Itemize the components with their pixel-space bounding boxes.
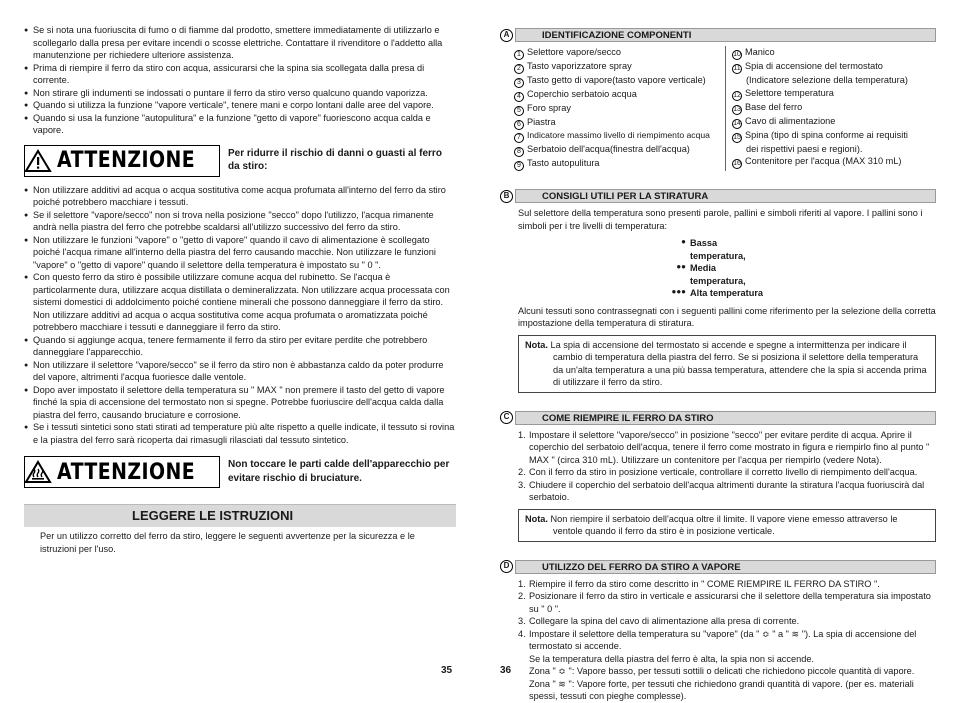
- list-item: 3. Collegare la spina del cavo di alimentazione alla presa di corrente.: [518, 616, 800, 627]
- section-a-header: [500, 28, 936, 42]
- list-item: ● Non utilizzare il selettore "vapore/secco" se il ferro da stiro non è abbastanza caldo da poter produrre del vapore, altrimenti l'acqua fuoriesce dalle ventole.: [24, 359, 456, 384]
- section-title: UTILIZZO DEL FERRO DA STIRO A VAPORE: [515, 560, 936, 574]
- list-item: ● Se si nota una fuoriuscita di fumo o di fiamme dal prodotto, smettere immediatamente di utilizzarlo e scollegarlo dalla presa per evitare incendi o scosse elettriche. Contattare il rivenditore o l'addetto alla manutenzione per richiedere ulteriore assistenza.: [24, 24, 456, 62]
- component-item: 9 Tasto autopulitura: [514, 157, 721, 171]
- note-text: La spia di accensione del termostato si accende e spegne a intermittenza per indicare il cambio di temperatura della piastra del ferro. Se si posiziona il selettore della temperatura da un'alta temperatura a una più bassa temperatura, attendere che la spia si accenda prima di utilizzare il ferro da stiro.: [550, 339, 927, 388]
- note-text: Non riempire il serbatoio dell'acqua oltre il limite. Il vapore viene emesso attraverso le ventole quando il ferro da stiro è in posizione verticale.: [550, 513, 898, 537]
- section-d-header: [500, 560, 936, 574]
- list-item: ● Prima di riempire il ferro da stiro con acqua, assicurarsi che la spina sia scollegata dalla presa di corrente.: [24, 62, 456, 87]
- note-label: Nota.: [525, 339, 548, 350]
- list-item: ● Con questo ferro da stiro è possibile utilizzare comune acqua del rubinetto. Se l'acqua è particolarmente dura, utilizzare acqua distillata o demineralizzata. Non utilizzare acqua processata con sistemi domestici di addolcimento poiché contiene minerali che possono danneggiare il ferro da stiro. Non utilizzare additivi ad acqua o acqua sostitutiva come acqua profumata o aromatizzata poiché potrebbero macchiare i tessuti e danneggiare il ferro da stiro.: [24, 271, 456, 334]
- component-item: 1 Selettore vapore/secco: [514, 46, 721, 60]
- left-page: [24, 24, 456, 555]
- list-item: ● Quando si usa la funzione "autopulitura" e la funzione "getto di vapore" fuoriescono acqua calda e vapore.: [24, 112, 456, 137]
- fill-steps: [500, 429, 936, 504]
- list-item: Zona " ≋ ": Vapore forte, per tessuti che richiedono grandi quantità di vapore. (per es. materiali spessi, tessuti con pieghe complesse).: [529, 678, 914, 702]
- hot-surface-icon: [25, 460, 51, 484]
- component-item: 3 Tasto getto di vapore(tasto vapore verticale): [514, 74, 721, 88]
- temperature-level: ●●● Alta temperatura: [671, 287, 764, 299]
- attenzione-badge: [24, 145, 220, 177]
- warning-text: Non toccare le parti calde dell'apparecchio per evitare rischio di bruciature.: [228, 459, 450, 484]
- section-c-header: [500, 411, 936, 425]
- list-item: 1. Impostare il selettore "vapore/secco" in posizione "secco" per evitare perdite di acqua. Aprire il coperchio del serbatoio dell'acqua, tenere il ferro come mostrato in figura e riempirlo fino al punto " MAX " (circa 310 mL). Utilizzare un contenitore per l'acqua per riempirlo (vedere Nota).: [518, 429, 930, 465]
- list-item: 2. Posizionare il ferro da stiro in verticale e assicurarsi che il selettore della temperatura sia impostato su " 0 ".: [518, 591, 931, 614]
- section-title: COME RIEMPIRE IL FERRO DA STIRO: [515, 411, 936, 425]
- bullet-list-middle: [24, 184, 456, 447]
- components-col-1: [514, 46, 726, 171]
- component-item: 7 Indicatore massimo livello di riempimento acqua: [514, 130, 721, 143]
- section-letter: C: [500, 411, 513, 424]
- note-label: Nota.: [525, 513, 548, 524]
- component-item: 14 Cavo di alimentazione: [733, 115, 836, 127]
- note-box: [518, 335, 936, 393]
- list-item: ● Non stirare gli indumenti se indossati o puntare il ferro da stiro verso qualcuno quando vaporizza.: [24, 87, 456, 100]
- section-letter: D: [500, 560, 513, 573]
- list-item: Zona " ≎ ": Vapore basso, per tessuti sottili o delicati che richiedono piccole quantità di vapore.: [529, 666, 915, 677]
- section-b-intro: Sul selettore della temperatura sono presenti parole, pallini e simboli riferiti al vapore. I pallini sono i simboli per i tre livelli di temperatura:: [518, 208, 923, 231]
- page-number-left: 35: [441, 665, 453, 676]
- list-item: ● Non utilizzare le funzioni "vapore" o "getto di vapore" quando il cavo di alimentazione è scollegato poiché l'acqua rimane all'interno della piastra del ferro causando macchie. Non utilizzare le funzioni "vapore" o "getto di vapore" quando il selettore della temperatura è impostato su " 0 ".: [24, 234, 456, 272]
- component-item: 5 Foro spray: [514, 102, 721, 116]
- section-title: IDENTIFICAZIONE COMPONENTI: [515, 28, 936, 42]
- read-instructions-text: Per un utilizzo corretto del ferro da stiro, leggere le seguenti avvertenze per la sicurezza e le istruzioni per l'uso.: [40, 531, 415, 554]
- component-item: 10 Manico: [733, 47, 775, 58]
- steam-steps: [500, 578, 936, 703]
- list-item: 2. Con il ferro da stiro in posizione verticale, controllare il corretto livello di riempimento dell'acqua.: [518, 467, 918, 478]
- list-item: Se la temperatura della piastra del ferro è alta, la spia non si accende.: [529, 653, 814, 664]
- list-item: 1. Riempire il ferro da stiro come descritto in " COME RIEMPIRE IL FERRO DA STIRO ".: [518, 578, 880, 589]
- list-item: 4. Impostare il selettore della temperatura su "vapore" (da " ≎ " a " ≋ "). La spia di accensione del termostato si accende.: [518, 628, 917, 652]
- list-item: ● Se il selettore "vapore/secco" non si trova nella posizione "secco" dopo l'utilizzo, l'acqua rimanente andrà nella piastra del ferro che potrebbe scaldarsi all'utilizzo successivo del ferro da stiro.: [24, 209, 456, 234]
- component-item: 11 Spia di accensione del termostato: [733, 61, 883, 72]
- warning-triangle-icon: [25, 149, 51, 173]
- components-list: [500, 46, 936, 171]
- list-item: 3. Chiudere il coperchio del serbatoio dell'acqua altrimenti durante la stiratura l'acqua fuoriuscirà dal serbatoio.: [518, 479, 925, 503]
- list-item: ● Quando si utilizza la funzione "vapore verticale", tenere mani e corpo lontani dalle aree del vapore.: [24, 99, 456, 112]
- read-instructions-header: LEGGERE LE ISTRUZIONI: [24, 504, 456, 527]
- temperature-level: ●● Media temperatura,: [676, 262, 746, 286]
- attenzione-label: ATTENZIONE: [57, 459, 196, 485]
- warning-block-hot: [24, 456, 456, 488]
- list-item: ● Quando si aggiunge acqua, tenere fermamente il ferro da stiro per evitare perdite che potrebbero danneggiare l'apparecchio.: [24, 334, 456, 359]
- warning-block-damage: [24, 145, 456, 177]
- note-box: [518, 509, 936, 542]
- list-item: ● Se i tessuti sintetici sono stati stirati ad temperature più alte rispetto a quelle indicate, il tessuto si rovina e la piastra del ferro sarà ricoperta dai rimasugli rilasciati dal tessuto sintetico.: [24, 421, 456, 446]
- component-item-sub: dei rispettivi paesi e regioni).: [746, 143, 863, 154]
- section-letter: B: [500, 190, 513, 203]
- section-title: CONSIGLI UTILI PER LA STIRATURA: [515, 189, 936, 203]
- component-item: 12 Selettore temperatura: [733, 87, 834, 99]
- temperature-levels: [500, 237, 936, 300]
- component-item: 2 Tasto vaporizzatore spray: [514, 60, 721, 74]
- component-item: 6 Piastra: [514, 116, 721, 130]
- component-item-sub: (Indicatore selezione della temperatura): [746, 75, 908, 85]
- component-item: 8 Serbatoio dell'acqua(finestra dell'acqua): [514, 143, 721, 157]
- bullet-list-top: [24, 24, 456, 137]
- component-item: 15 Spina (tipo di spina conforme ai requisiti: [733, 129, 908, 141]
- right-page: [500, 28, 936, 703]
- section-letter: A: [500, 29, 513, 42]
- component-item: 4 Coperchio serbatoio acqua: [514, 88, 721, 102]
- component-item: 13 Base del ferro: [733, 101, 803, 113]
- section-b-after: Alcuni tessuti sono contrassegnati con i seguenti pallini come riferimento per la selezione della corretta impostazione della temperatura di stiratura.: [518, 305, 936, 329]
- components-col-2: [726, 46, 936, 171]
- list-item: ● Dopo aver impostato il selettore della temperatura su " MAX " non premere il tasto del getto di vapore finché la spia di accensione del termostato non si spegne. Potrebbe fuoriuscire dell'acqua calda dalla piastra del ferro, causando bruciature e corrosione.: [24, 384, 456, 422]
- attenzione-label: ATTENZIONE: [57, 147, 196, 173]
- list-item: ● Non utilizzare additivi ad acqua o acqua sostitutiva come acqua profumata all'interno del ferro da stiro poiché potrebbero macchiare i tessuti.: [24, 184, 456, 209]
- page-number-right: 36: [500, 665, 512, 676]
- component-item: 16 Contenitore per l'acqua (MAX 310 mL): [733, 156, 902, 168]
- attenzione-badge: [24, 456, 220, 488]
- section-b-header: [500, 189, 936, 203]
- warning-text: Per ridurre il rischio di danni o guasti al ferro da stiro:: [228, 147, 442, 173]
- temperature-level: ● Bassa temperatura,: [681, 237, 746, 261]
